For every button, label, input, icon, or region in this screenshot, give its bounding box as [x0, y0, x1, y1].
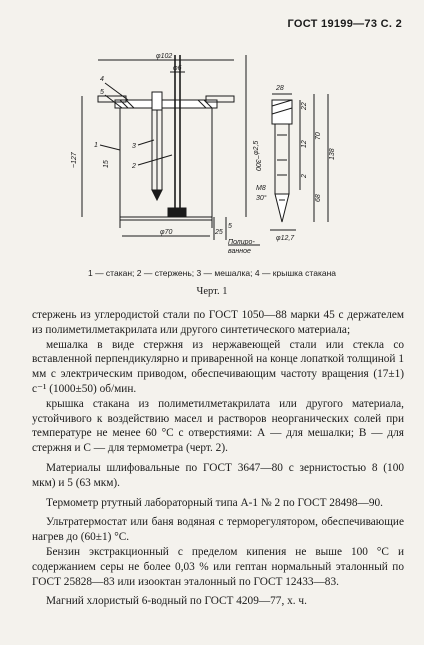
dim-d127b: φ12,7: [276, 235, 295, 242]
dim-d28: 28: [276, 85, 284, 92]
dim-m8: M8: [256, 185, 266, 192]
dim-d25b: φ2,5: [253, 140, 260, 155]
dim-d15: 15: [103, 160, 110, 168]
dim-h25: 25: [215, 229, 223, 236]
dim-d68: 68: [315, 194, 322, 202]
dim-d300: ~300: [254, 155, 261, 171]
page-header: ГОСТ 19199—73 С. 2: [287, 18, 402, 30]
dim-d6: φ6: [173, 65, 182, 72]
figure-caption: Черт. 1: [196, 286, 228, 297]
paragraph: Материалы шлифовальные по ГОСТ 3647—80 с зернистостью 8 (100 мкм) и 5 (63 мкм).: [32, 461, 404, 489]
paragraph: Магний хлористый 6-водный по ГОСТ 4209—77, х. ч.: [46, 595, 307, 608]
paragraph: Термометр ртутный лабораторный типа А-1 № 2 по ГОСТ 28498—90.: [46, 496, 383, 509]
dim-d70: φ70: [160, 229, 173, 236]
dim-d127: ~127: [71, 152, 78, 168]
dim-d22: 22: [301, 102, 308, 110]
paragraph: Бензин экстракционный с пределом кипения не выше 100 °C и содержанием серы не более 0,03 % или гептан нормальный эталонный по ГОСТ 25828—83 или изооктан эталонный по ГОСТ 12433—83.: [32, 545, 404, 588]
pos-4: 4: [100, 76, 104, 83]
pos-2: 2: [132, 163, 136, 170]
body-text: [32, 308, 404, 609]
figure-legend: 1 — стакан; 2 — стержень; 3 — мешалка; 4 — крышка стакана: [87, 268, 337, 278]
pos-1: 1: [94, 142, 98, 149]
dim-d2: 2: [301, 174, 308, 178]
polished-note-2: ванное: [228, 248, 251, 255]
paragraph: Ультратермостат или баня водяная с терморегулятором, обеспечивающие нагрев до (60±1) °C.: [32, 516, 404, 544]
dim-d12: 12: [301, 140, 308, 148]
paragraph: крышка стакана из полиметилметакрилата или другого материала, устойчивого к воздействию масел и растворов неорганических солей при температуре не менее 60 °C с отверстиями: А — для мешалки; В — для стержня и С — для термометра (черт. 2).: [32, 397, 404, 455]
pos-5: 5: [100, 89, 104, 96]
polished-note-1: Полиро-: [228, 239, 255, 246]
dim-d138: 138: [329, 148, 336, 160]
dim-d70v: 70: [315, 132, 322, 140]
technical-drawing: [60, 50, 410, 268]
dim-d102: φ102: [156, 53, 173, 60]
beaker-body: [120, 105, 212, 217]
paragraph: мешалка в виде стержня из нержавеющей стали или стекла со вставленной перпендикулярно и приваренной на конце лопаткой толщиной 1 мм с электрическим приводом, обеспечивающим частоту вращения (17±1) с⁻¹ (1000±50) об/мин.: [32, 338, 404, 395]
dim-d5: 5: [228, 223, 232, 230]
paragraph: стержень из углеродистой стали по ГОСТ 1050—88 марки 45 с держателем из полиметилметакрилата или другого синтетического материала;: [32, 309, 404, 336]
dim-30deg: 30°: [256, 195, 267, 202]
pos-3: 3: [132, 143, 136, 150]
drawing-svg: [60, 50, 410, 268]
